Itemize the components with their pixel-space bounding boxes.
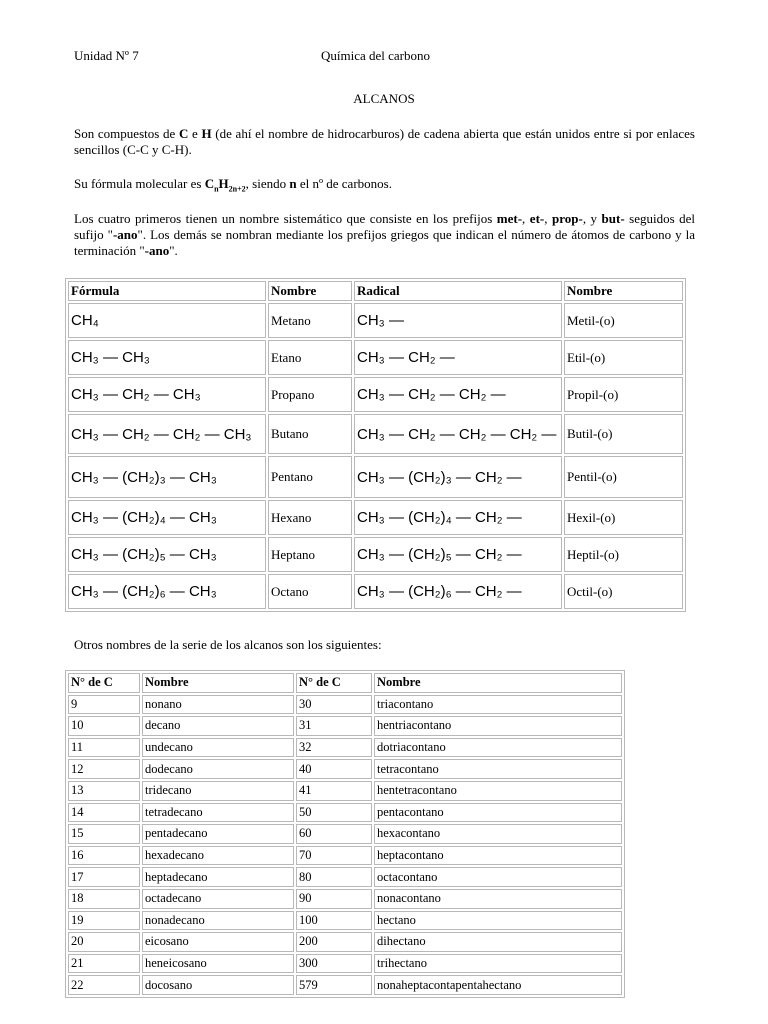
radical-cell: CH₃ — — [354, 303, 562, 338]
name-cell: pentacontano — [374, 803, 622, 823]
carbon-count-cell: 15 — [68, 824, 140, 844]
bold-text: n — [289, 176, 297, 191]
name-cell: hexacontano — [374, 824, 622, 844]
carbon-count-cell: 70 — [296, 846, 372, 866]
name-cell: hentetracontano — [374, 781, 622, 801]
carbon-count-cell: 80 — [296, 867, 372, 887]
radical-cell: CH₃ — (CH₂)₄ — CH₂ — — [354, 500, 562, 535]
table-row — [68, 803, 622, 823]
carbon-count-cell: 21 — [68, 954, 140, 974]
header-radical: Radical — [354, 281, 562, 301]
table-row — [68, 303, 683, 338]
radical-name-cell: Hexil-(o) — [564, 500, 683, 535]
name-cell: heneicosano — [142, 954, 294, 974]
table-row — [68, 846, 622, 866]
name-cell: tetradecano — [142, 803, 294, 823]
radical-cell: CH₃ — (CH₂)₅ — CH₂ — — [354, 537, 562, 572]
name-cell: Etano — [268, 340, 352, 375]
unit-label: Unidad Nº 7 — [74, 48, 139, 63]
alkanes-formula-table — [65, 278, 686, 612]
carbon-count-cell: 19 — [68, 911, 140, 931]
carbon-count-cell: 10 — [68, 716, 140, 736]
name-cell: docosano — [142, 975, 294, 995]
text: (de ahí el nombre de hidrocarburos) de cadena abierta que están unidos entre si por enlaces sencillos (C-C y C-H). — [74, 126, 695, 157]
formula-cell: CH₄ — [68, 303, 266, 338]
name-cell: Propano — [268, 377, 352, 412]
carbon-count-cell: 90 — [296, 889, 372, 909]
table-row — [68, 456, 683, 498]
name-cell: heptadecano — [142, 867, 294, 887]
name-cell: hexadecano — [142, 846, 294, 866]
header-name: Nombre — [374, 673, 622, 693]
name-cell: decano — [142, 716, 294, 736]
text: Su fórmula molecular es — [74, 176, 205, 191]
name-cell: Heptano — [268, 537, 352, 572]
name-cell: Butano — [268, 414, 352, 454]
carbon-count-cell: 41 — [296, 781, 372, 801]
alkane-names-table — [65, 670, 625, 998]
header-formula: Fórmula — [68, 281, 266, 301]
name-cell: dodecano — [142, 759, 294, 779]
header-name: Nombre — [268, 281, 352, 301]
carbon-count-cell: 13 — [68, 781, 140, 801]
radical-cell: CH₃ — CH₂ — — [354, 340, 562, 375]
table-row — [68, 867, 622, 887]
carbon-count-cell: 11 — [68, 738, 140, 758]
table-row — [68, 500, 683, 535]
alkane-names-body — [68, 695, 622, 995]
general-formula: $C_nH_{2n+2}$ — [204, 176, 246, 194]
table-row — [68, 824, 622, 844]
radical-name-cell: Propil-(o) — [564, 377, 683, 412]
formula-cell: CH₃ — (CH₂)₄ — CH₃ — [68, 500, 266, 535]
carbon-count-cell: 16 — [68, 846, 140, 866]
table-row — [68, 414, 683, 454]
formula-cell: CH₃ — (CH₂)₃ — CH₃ — [68, 456, 266, 498]
header-carbon-count: N° de C — [296, 673, 372, 693]
table-row — [68, 975, 622, 995]
name-cell: dotriacontano — [374, 738, 622, 758]
name-cell: heptacontano — [374, 846, 622, 866]
carbon-count-cell: 22 — [68, 975, 140, 995]
page-header — [74, 48, 694, 66]
formula-cell: CH₃ — (CH₂)₆ — CH₃ — [68, 574, 266, 609]
name-cell: Metano — [268, 303, 352, 338]
carbon-count-cell: 579 — [296, 975, 372, 995]
table-row — [68, 377, 683, 412]
carbon-count-cell: 100 — [296, 911, 372, 931]
table-row — [68, 695, 622, 715]
bold-text: H — [201, 126, 212, 141]
text: e — [188, 126, 202, 141]
name-cell: nonaheptacontapentahectano — [374, 975, 622, 995]
radical-name-cell: Pentil-(o) — [564, 456, 683, 498]
radical-cell: CH₃ — (CH₂)₃ — CH₂ — — [354, 456, 562, 498]
table-row — [68, 954, 622, 974]
table-row — [68, 759, 622, 779]
carbon-count-cell: 31 — [296, 716, 372, 736]
name-cell: nonano — [142, 695, 294, 715]
name-cell: Hexano — [268, 500, 352, 535]
page-title: ALCANOS — [353, 91, 415, 106]
name-cell: hentriacontano — [374, 716, 622, 736]
carbon-count-cell: 32 — [296, 738, 372, 758]
carbon-count-cell: 14 — [68, 803, 140, 823]
formula-cell: CH₃ — (CH₂)₅ — CH₃ — [68, 537, 266, 572]
carbon-count-cell: 40 — [296, 759, 372, 779]
carbon-count-cell: 9 — [68, 695, 140, 715]
name-cell: pentadecano — [142, 824, 294, 844]
table-row — [68, 574, 683, 609]
name-cell: tridecano — [142, 781, 294, 801]
subject-label: Química del carbono — [321, 48, 431, 63]
text: Son compuestos de — [74, 126, 179, 141]
radical-cell: CH₃ — (CH₂)₆ — CH₂ — — [354, 574, 562, 609]
carbon-count-cell: 30 — [296, 695, 372, 715]
radical-name-cell: Etil-(o) — [564, 340, 683, 375]
name-cell: nonacontano — [374, 889, 622, 909]
radical-name-cell: Butil-(o) — [564, 414, 683, 454]
carbon-count-cell: 17 — [68, 867, 140, 887]
name-cell: eicosano — [142, 932, 294, 952]
text: el nº de carbonos. — [296, 176, 392, 191]
table-row — [68, 738, 622, 758]
name-cell: triacontano — [374, 695, 622, 715]
carbon-count-cell: 18 — [68, 889, 140, 909]
carbon-count-cell: 50 — [296, 803, 372, 823]
header-name: Nombre — [142, 673, 294, 693]
text: , siendo — [245, 176, 290, 191]
carbon-count-cell: 300 — [296, 954, 372, 974]
name-cell: octadecano — [142, 889, 294, 909]
carbon-count-cell: 60 — [296, 824, 372, 844]
table-row — [68, 889, 622, 909]
table-row — [68, 340, 683, 375]
formula-cell: CH₃ — CH₂ — CH₃ — [68, 377, 266, 412]
radical-cell: CH₃ — CH₂ — CH₂ — — [354, 377, 562, 412]
header-carbon-count: N° de C — [68, 673, 140, 693]
name-cell: Pentano — [268, 456, 352, 498]
naming-paragraph: Los cuatro primeros tienen un nombre sistemático que consiste en los prefijos met-, et-, prop-, y but- seguidos del sufijo "-ano". Los demás se nombran mediante los prefijos griegos que indican el número de átomos de carbono y la terminación "-ano". — [74, 211, 696, 258]
table-header-row — [68, 281, 683, 301]
table-row — [68, 932, 622, 952]
name-cell: tetracontano — [374, 759, 622, 779]
table-header-row — [68, 673, 622, 693]
name-cell: trihectano — [374, 954, 622, 974]
name-cell: dihectano — [374, 932, 622, 952]
table-row — [68, 911, 622, 931]
header-radical-name: Nombre — [564, 281, 683, 301]
carbon-count-cell: 20 — [68, 932, 140, 952]
table-row — [68, 781, 622, 801]
formula-cell: CH₃ — CH₂ — CH₂ — CH₃ — [68, 414, 266, 454]
formula-paragraph — [74, 176, 695, 198]
table-row — [68, 716, 622, 736]
intro-paragraph — [74, 126, 695, 158]
name-cell: octacontano — [374, 867, 622, 887]
carbon-count-cell: 12 — [68, 759, 140, 779]
name-cell: Octano — [268, 574, 352, 609]
name-cell: hectano — [374, 911, 622, 931]
radical-name-cell: Heptil-(o) — [564, 537, 683, 572]
radical-name-cell: Metil-(o) — [564, 303, 683, 338]
bold-text: C — [178, 126, 189, 141]
table-row — [68, 537, 683, 572]
radical-cell: CH₃ — CH₂ — CH₂ — CH₂ — — [354, 414, 562, 454]
formula-cell: CH₃ — CH₃ — [68, 340, 266, 375]
series-intro-text: Otros nombres de la serie de los alcanos son los siguientes: — [74, 637, 382, 652]
radical-name-cell: Octil-(o) — [564, 574, 683, 609]
carbon-count-cell: 200 — [296, 932, 372, 952]
name-cell: undecano — [142, 738, 294, 758]
name-cell: nonadecano — [142, 911, 294, 931]
